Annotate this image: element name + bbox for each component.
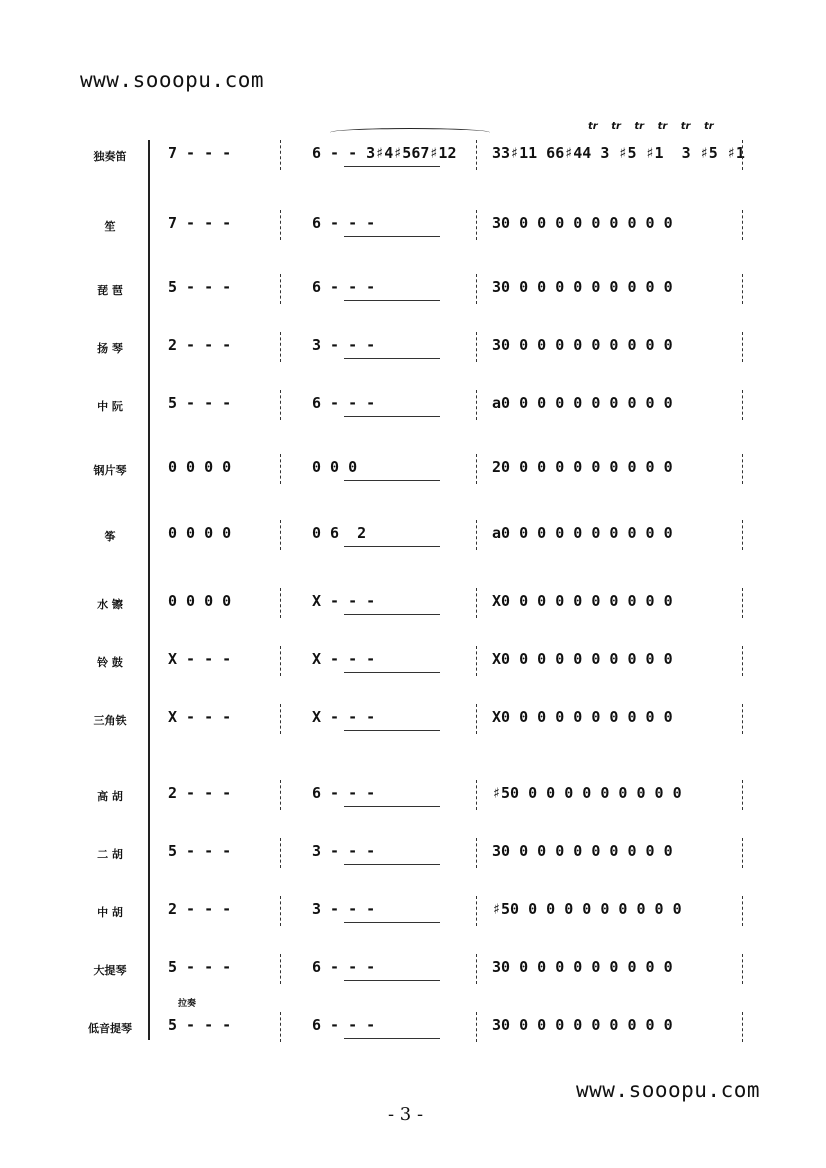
measure-1: 5 - - - — [168, 958, 232, 976]
measure-1: 7 - - - — [168, 144, 232, 162]
barline — [476, 332, 478, 362]
measure-1: 2 - - - — [168, 784, 232, 802]
barline — [742, 954, 744, 984]
instrument-row — [0, 136, 826, 176]
measure-3: 30 0 0 0 0 0 0 0 0 0 — [492, 214, 673, 232]
measure-3: 30 0 0 0 0 0 0 0 0 0 — [492, 958, 673, 976]
instrument-name: 三角铁 — [93, 714, 127, 727]
crescendo-hairpin — [344, 358, 440, 359]
measure-2: X - - - — [312, 592, 376, 610]
measure-1: 0 0 0 0 — [168, 458, 232, 476]
instrument-name: 水 镲 — [97, 598, 123, 611]
barline — [280, 140, 282, 170]
measure-2: 0 6 2 — [312, 524, 367, 542]
measure-2: 6 - - - — [312, 278, 376, 296]
measure-3: a0 0 0 0 0 0 0 0 0 0 — [492, 394, 673, 412]
barline — [280, 954, 282, 984]
measure-1: 2 - - - — [168, 900, 232, 918]
measure-1: 5 - - - — [168, 842, 232, 860]
instrument-name: 大提琴 — [93, 964, 127, 977]
barline — [476, 646, 478, 676]
instrument-row — [0, 776, 826, 816]
crescendo-hairpin — [344, 864, 440, 865]
barline — [742, 210, 744, 240]
crescendo-hairpin — [344, 922, 440, 923]
measure-3: X0 0 0 0 0 0 0 0 0 0 — [492, 592, 673, 610]
instrument-row — [0, 516, 826, 556]
barline — [280, 838, 282, 868]
instrument-row — [0, 206, 826, 246]
instrument-row — [0, 1008, 826, 1048]
barline — [280, 704, 282, 734]
measure-3: ♯50 0 0 0 0 0 0 0 0 0 — [492, 784, 682, 802]
barline — [742, 838, 744, 868]
barline — [280, 210, 282, 240]
barline — [280, 896, 282, 926]
barline — [742, 1012, 744, 1042]
instrument-row — [0, 642, 826, 682]
barline — [742, 140, 744, 170]
crescendo-hairpin — [344, 166, 440, 167]
measure-3: ♯50 0 0 0 0 0 0 0 0 0 — [492, 900, 682, 918]
measure-2: 6 - - - — [312, 1016, 376, 1034]
barline — [476, 140, 478, 170]
crescendo-hairpin — [344, 480, 440, 481]
instrument-name: 低音提琴 — [88, 1022, 132, 1035]
instrument-row — [0, 386, 826, 426]
measure-1: 5 - - - — [168, 1016, 232, 1034]
instrument-name: 钢片琴 — [93, 464, 127, 477]
measure-1: 0 0 0 0 — [168, 592, 232, 610]
measure-3: 30 0 0 0 0 0 0 0 0 0 — [492, 336, 673, 354]
barline — [476, 838, 478, 868]
barline — [742, 588, 744, 618]
trill-marks: tr tr tr tr tr tr — [588, 121, 714, 132]
measure-1: 2 - - - — [168, 336, 232, 354]
measure-1: X - - - — [168, 650, 232, 668]
barline — [476, 588, 478, 618]
barline — [476, 780, 478, 810]
measure-3: 20 0 0 0 0 0 0 0 0 0 — [492, 458, 673, 476]
measure-3: X0 0 0 0 0 0 0 0 0 0 — [492, 650, 673, 668]
crescendo-hairpin — [344, 672, 440, 673]
measure-1: 7 - - - — [168, 214, 232, 232]
instrument-row — [0, 328, 826, 368]
barline — [742, 704, 744, 734]
footer-watermark: www.sooopu.com — [576, 1078, 761, 1102]
barline — [476, 210, 478, 240]
barline — [280, 390, 282, 420]
barline — [742, 520, 744, 550]
instrument-name: 扬 琴 — [97, 342, 123, 355]
measure-2: 6 - - 3♯4♯567♯12 — [312, 144, 457, 162]
instrument-row — [0, 450, 826, 490]
barline — [280, 274, 282, 304]
measure-2: 6 - - - — [312, 958, 376, 976]
measure-1: 5 - - - — [168, 278, 232, 296]
measure-1: 0 0 0 0 — [168, 524, 232, 542]
measure-3: 30 0 0 0 0 0 0 0 0 0 — [492, 278, 673, 296]
instrument-row — [0, 584, 826, 624]
crescendo-hairpin — [344, 614, 440, 615]
barline — [280, 454, 282, 484]
measure-3: X0 0 0 0 0 0 0 0 0 0 — [492, 708, 673, 726]
instrument-name: 铃 鼓 — [97, 656, 123, 669]
instrument-row — [0, 834, 826, 874]
barline — [280, 780, 282, 810]
instrument-name: 中 胡 — [97, 906, 123, 919]
measure-2: 6 - - - — [312, 394, 376, 412]
instrument-name: 高 胡 — [97, 790, 123, 803]
measure-1: 5 - - - — [168, 394, 232, 412]
measure-2: X - - - — [312, 650, 376, 668]
crescendo-hairpin — [344, 1038, 440, 1039]
barline — [476, 896, 478, 926]
barline — [280, 1012, 282, 1042]
instrument-name: 二 胡 — [97, 848, 123, 861]
measure-1: X - - - — [168, 708, 232, 726]
instrument-row — [0, 270, 826, 310]
measure-2: 0 0 0 — [312, 458, 358, 476]
barline — [476, 390, 478, 420]
measure-3: 30 0 0 0 0 0 0 0 0 0 — [492, 842, 673, 860]
measure-2: 3 - - - — [312, 900, 376, 918]
crescendo-hairpin — [344, 546, 440, 547]
instrument-name: 笙 — [104, 220, 116, 233]
barline — [280, 520, 282, 550]
measure-3: 33♯11 66♯44 3 ♯5 ♯1 3 ♯5 ♯1 — [492, 144, 745, 162]
barline — [476, 454, 478, 484]
crescendo-hairpin — [344, 730, 440, 731]
measure-2: X - - - — [312, 708, 376, 726]
barline — [280, 646, 282, 676]
barline — [476, 520, 478, 550]
barline — [742, 274, 744, 304]
measure-3: a0 0 0 0 0 0 0 0 0 0 — [492, 524, 673, 542]
measure-2: 6 - - - — [312, 214, 376, 232]
crescendo-hairpin — [344, 236, 440, 237]
crescendo-hairpin — [344, 416, 440, 417]
header-watermark: www.sooopu.com — [80, 68, 265, 92]
barline — [742, 454, 744, 484]
barline — [476, 954, 478, 984]
instrument-name: 独奏笛 — [93, 150, 127, 163]
instrument-name: 中 阮 — [97, 400, 123, 413]
measure-2: 3 - - - — [312, 336, 376, 354]
instrument-name: 琵 琶 — [97, 284, 123, 297]
measure-2: 3 - - - — [312, 842, 376, 860]
measure-3: 30 0 0 0 0 0 0 0 0 0 — [492, 1016, 673, 1034]
barline — [742, 646, 744, 676]
barline — [476, 1012, 478, 1042]
instrument-row — [0, 892, 826, 932]
lazou-mark: 拉奏 — [178, 999, 197, 1009]
page-number: - 3 - — [388, 1104, 424, 1125]
crescendo-hairpin — [344, 980, 440, 981]
measure-2: 6 - - - — [312, 784, 376, 802]
barline — [476, 274, 478, 304]
barline — [280, 588, 282, 618]
barline — [280, 332, 282, 362]
crescendo-hairpin — [344, 300, 440, 301]
instrument-name: 筝 — [104, 530, 116, 543]
barline — [742, 390, 744, 420]
barline — [742, 896, 744, 926]
instrument-row — [0, 700, 826, 740]
barline — [476, 704, 478, 734]
barline — [742, 332, 744, 362]
crescendo-hairpin — [344, 806, 440, 807]
barline — [742, 780, 744, 810]
instrument-row — [0, 950, 826, 990]
